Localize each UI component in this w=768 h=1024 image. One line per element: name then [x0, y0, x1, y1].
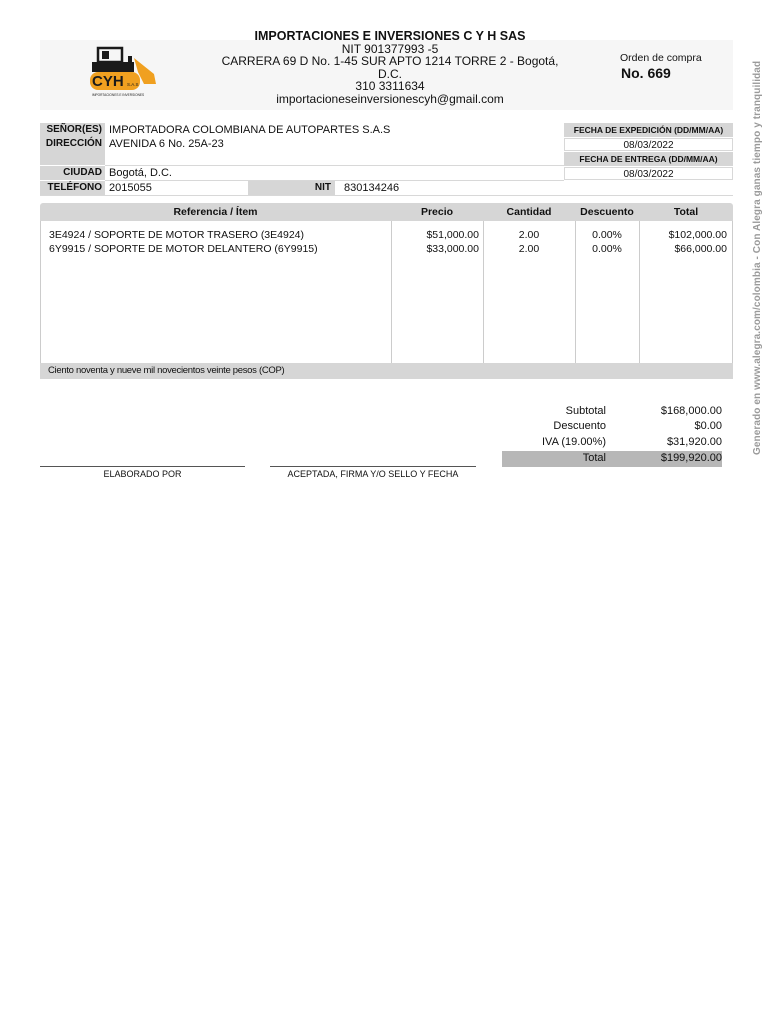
company-nit: NIT 901377993 -5 [341, 41, 439, 56]
col-divider [391, 221, 392, 363]
tax-value: $31,920.00 [666, 436, 722, 448]
client-address-label: DIRECCIÓN [40, 137, 105, 151]
signature-line-accepted [270, 466, 476, 467]
amount-in-words-bar [40, 363, 733, 379]
logo-suffix: S.A.S [127, 82, 139, 87]
col-item-header: Referencia / Ítem [173, 206, 258, 218]
delivery-date-label: FECHA DE ENTREGA (DD/MM/AA) [564, 152, 733, 166]
company-name: IMPORTACIONES E INVERSIONES C Y H SAS [254, 29, 526, 43]
generated-note: Generado en www.alegra.com/colombia - Con Alegra ganas tiempo y tranquilidad [752, 60, 763, 455]
client-nit: 830134246 [344, 182, 400, 194]
accepted-label: ACEPTADA, FIRMA Y/O SELLO Y FECHA [287, 469, 459, 479]
col-discount-header: Descuento [580, 206, 634, 218]
row-qty: 2.00 [518, 243, 540, 255]
company-address-2: D.C. [378, 66, 402, 81]
client-city-label: CIUDAD [40, 166, 105, 180]
amount-in-words: Ciento noventa y nueve mil novecientos veinte pesos (COP) [48, 365, 285, 376]
client-city: Bogotá, D.C. [109, 167, 172, 179]
discount-value: $0.00 [694, 420, 722, 432]
col-qty-header: Cantidad [506, 206, 552, 218]
client-name-label: SEÑOR(ES) [40, 123, 105, 137]
client-phone-label: TELÉFONO [40, 181, 105, 195]
row-price: $33,000.00 [426, 243, 479, 255]
col-divider [639, 221, 640, 363]
client-name: IMPORTADORA COLOMBIANA DE AUTOPARTES S.A.S [109, 124, 391, 136]
order-label: Orden de compra [620, 52, 702, 64]
company-phone: 310 3311634 [355, 79, 425, 93]
order-number: No. 669 [621, 65, 671, 81]
client-phone: 2015055 [109, 182, 152, 194]
company-logo [84, 44, 164, 100]
issue-date-label: FECHA DE EXPEDICIÓN (DD/MM/AA) [564, 123, 733, 137]
total-value: $199,920.00 [660, 452, 722, 464]
total-label: Total [582, 452, 606, 464]
col-price-header: Precio [420, 206, 454, 218]
divider [40, 195, 733, 196]
row-discount: 0.00% [592, 243, 622, 255]
logo-text: CYH [92, 73, 124, 90]
delivery-date: 08/03/2022 [564, 167, 733, 180]
row-qty: 2.00 [518, 229, 540, 241]
prepared-by-label: ELABORADO POR [103, 469, 182, 479]
client-address: AVENIDA 6 No. 25A-23 [109, 138, 224, 150]
subtotal-value: $168,000.00 [660, 405, 722, 417]
company-info [210, 30, 570, 105]
tax-label: IVA (19.00%) [542, 436, 606, 448]
issue-date: 08/03/2022 [564, 138, 733, 151]
discount-label: Descuento [553, 420, 606, 432]
client-blank-label [40, 151, 105, 165]
row-total: $102,000.00 [668, 229, 727, 241]
row-item: 3E4924 / SOPORTE DE MOTOR TRASERO (3E4924) [49, 229, 305, 241]
col-total-header: Total [673, 206, 699, 218]
subtotal-label: Subtotal [565, 405, 606, 417]
row-total: $66,000.00 [674, 243, 727, 255]
row-price: $51,000.00 [426, 229, 479, 241]
signature-line-prepared [40, 466, 245, 467]
row-discount: 0.00% [592, 229, 622, 241]
row-item: 6Y9915 / SOPORTE DE MOTOR DELANTERO (6Y9915) [49, 243, 318, 255]
company-address: CARRERA 69 D No. 1-45 SUR APTO 1214 TORRE 2 - Bogotá, [221, 54, 559, 68]
logo-tagline: IMPORTACIONES E INVERSIONES [92, 93, 145, 97]
client-nit-label: NIT [248, 181, 335, 195]
company-email: importacioneseinversionescyh@gmail.com [276, 91, 504, 106]
